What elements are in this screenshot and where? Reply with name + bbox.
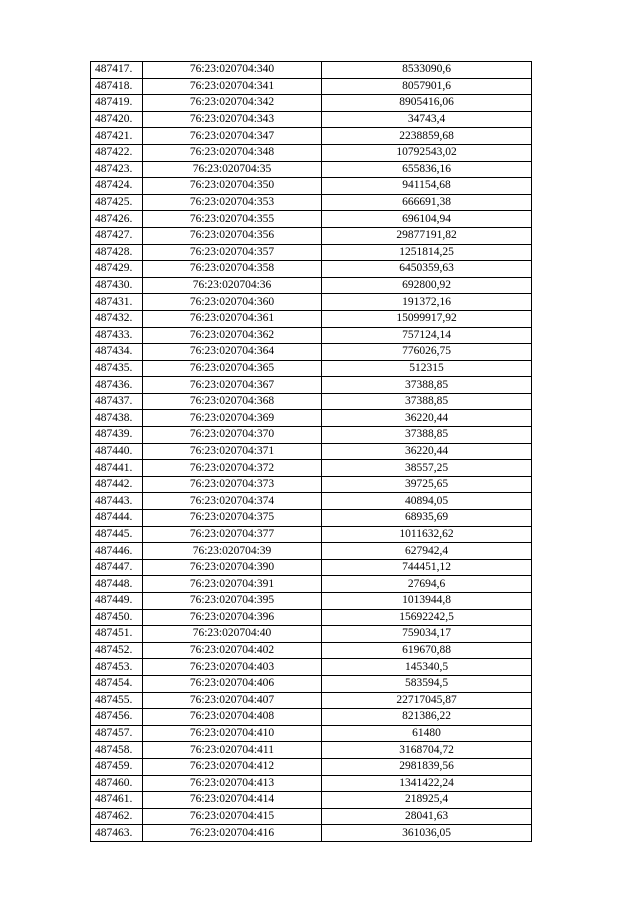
value-cell: 191372,16 bbox=[322, 294, 532, 311]
cadastral-number-cell: 76:23:020704:406 bbox=[143, 675, 322, 692]
value-cell: 61480 bbox=[322, 725, 532, 742]
cadastral-number-cell: 76:23:020704:413 bbox=[143, 775, 322, 792]
table-row bbox=[91, 543, 532, 560]
value-cell: 512315 bbox=[322, 360, 532, 377]
value-cell: 776026,75 bbox=[322, 344, 532, 361]
value-cell: 22717045,87 bbox=[322, 692, 532, 709]
table-row bbox=[91, 95, 532, 112]
value-cell: 37388,85 bbox=[322, 427, 532, 444]
cadastral-number-cell: 76:23:020704:375 bbox=[143, 510, 322, 527]
row-number-cell: 487461. bbox=[91, 792, 143, 809]
table-row bbox=[91, 493, 532, 510]
table-row bbox=[91, 327, 532, 344]
value-cell: 15099917,92 bbox=[322, 310, 532, 327]
value-cell: 759034,17 bbox=[322, 626, 532, 643]
cadastral-number-cell: 76:23:020704:355 bbox=[143, 211, 322, 228]
table-row bbox=[91, 443, 532, 460]
row-number-cell: 487437. bbox=[91, 393, 143, 410]
cadastral-number-cell: 76:23:020704:350 bbox=[143, 178, 322, 195]
value-cell: 37388,85 bbox=[322, 377, 532, 394]
value-cell: 40894,05 bbox=[322, 493, 532, 510]
table-row bbox=[91, 460, 532, 477]
row-number-cell: 487443. bbox=[91, 493, 143, 510]
cadastral-number-cell: 76:23:020704:414 bbox=[143, 792, 322, 809]
table-row bbox=[91, 178, 532, 195]
cadastral-number-cell: 76:23:020704:371 bbox=[143, 443, 322, 460]
table-row bbox=[91, 377, 532, 394]
cadastral-number-cell: 76:23:020704:368 bbox=[143, 393, 322, 410]
row-number-cell: 487442. bbox=[91, 476, 143, 493]
cadastral-number-cell: 76:23:020704:362 bbox=[143, 327, 322, 344]
cadastral-number-cell: 76:23:020704:377 bbox=[143, 526, 322, 543]
cadastral-number-cell: 76:23:020704:370 bbox=[143, 427, 322, 444]
value-cell: 619670,88 bbox=[322, 642, 532, 659]
value-cell: 38557,25 bbox=[322, 460, 532, 477]
row-number-cell: 487427. bbox=[91, 227, 143, 244]
cadastral-number-cell: 76:23:020704:402 bbox=[143, 642, 322, 659]
value-cell: 29877191,82 bbox=[322, 227, 532, 244]
cadastral-number-cell: 76:23:020704:348 bbox=[143, 144, 322, 161]
value-cell: 15692242,5 bbox=[322, 609, 532, 626]
value-cell: 2981839,56 bbox=[322, 758, 532, 775]
value-cell: 361036,05 bbox=[322, 825, 532, 842]
table-row bbox=[91, 427, 532, 444]
cadastral-number-cell: 76:23:020704:347 bbox=[143, 128, 322, 145]
row-number-cell: 487457. bbox=[91, 725, 143, 742]
table-row bbox=[91, 642, 532, 659]
row-number-cell: 487447. bbox=[91, 559, 143, 576]
value-cell: 8533090,6 bbox=[322, 62, 532, 79]
cadastral-number-cell: 76:23:020704:340 bbox=[143, 62, 322, 79]
cadastral-number-cell: 76:23:020704:360 bbox=[143, 294, 322, 311]
row-number-cell: 487450. bbox=[91, 609, 143, 626]
value-cell: 696104,94 bbox=[322, 211, 532, 228]
value-cell: 36220,44 bbox=[322, 443, 532, 460]
table-row bbox=[91, 244, 532, 261]
value-cell: 36220,44 bbox=[322, 410, 532, 427]
value-cell: 583594,5 bbox=[322, 675, 532, 692]
value-cell: 692800,92 bbox=[322, 277, 532, 294]
table-body bbox=[91, 62, 532, 842]
row-number-cell: 487431. bbox=[91, 294, 143, 311]
table-row bbox=[91, 559, 532, 576]
value-cell: 6450359,63 bbox=[322, 261, 532, 278]
table-row bbox=[91, 510, 532, 527]
table-row bbox=[91, 758, 532, 775]
table-row bbox=[91, 675, 532, 692]
row-number-cell: 487428. bbox=[91, 244, 143, 261]
cadastral-number-cell: 76:23:020704:40 bbox=[143, 626, 322, 643]
table-row bbox=[91, 808, 532, 825]
value-cell: 1011632,62 bbox=[322, 526, 532, 543]
row-number-cell: 487429. bbox=[91, 261, 143, 278]
value-cell: 627942,4 bbox=[322, 543, 532, 560]
cadastral-number-cell: 76:23:020704:35 bbox=[143, 161, 322, 178]
row-number-cell: 487435. bbox=[91, 360, 143, 377]
cadastral-number-cell: 76:23:020704:416 bbox=[143, 825, 322, 842]
cadastral-number-cell: 76:23:020704:358 bbox=[143, 261, 322, 278]
table-row bbox=[91, 526, 532, 543]
cadastral-number-cell: 76:23:020704:353 bbox=[143, 194, 322, 211]
table-row bbox=[91, 194, 532, 211]
value-cell: 218925,4 bbox=[322, 792, 532, 809]
table-row bbox=[91, 792, 532, 809]
row-number-cell: 487426. bbox=[91, 211, 143, 228]
row-number-cell: 487445. bbox=[91, 526, 143, 543]
table-row bbox=[91, 576, 532, 593]
cadastral-number-cell: 76:23:020704:408 bbox=[143, 709, 322, 726]
cadastral-number-cell: 76:23:020704:36 bbox=[143, 277, 322, 294]
table-row bbox=[91, 725, 532, 742]
table-row bbox=[91, 692, 532, 709]
cadastral-number-cell: 76:23:020704:365 bbox=[143, 360, 322, 377]
table-row bbox=[91, 211, 532, 228]
table-row bbox=[91, 294, 532, 311]
row-number-cell: 487420. bbox=[91, 111, 143, 128]
cadastral-number-cell: 76:23:020704:374 bbox=[143, 493, 322, 510]
row-number-cell: 487449. bbox=[91, 593, 143, 610]
value-cell: 2238859,68 bbox=[322, 128, 532, 145]
table-row bbox=[91, 775, 532, 792]
cadastral-number-cell: 76:23:020704:396 bbox=[143, 609, 322, 626]
row-number-cell: 487433. bbox=[91, 327, 143, 344]
table-row bbox=[91, 161, 532, 178]
row-number-cell: 487425. bbox=[91, 194, 143, 211]
row-number-cell: 487451. bbox=[91, 626, 143, 643]
row-number-cell: 487458. bbox=[91, 742, 143, 759]
table-row bbox=[91, 111, 532, 128]
value-cell: 145340,5 bbox=[322, 659, 532, 676]
value-cell: 27694,6 bbox=[322, 576, 532, 593]
row-number-cell: 487448. bbox=[91, 576, 143, 593]
cadastral-number-cell: 76:23:020704:415 bbox=[143, 808, 322, 825]
cadastral-number-cell: 76:23:020704:372 bbox=[143, 460, 322, 477]
value-cell: 3168704,72 bbox=[322, 742, 532, 759]
table-row bbox=[91, 593, 532, 610]
table-row bbox=[91, 344, 532, 361]
value-cell: 68935,69 bbox=[322, 510, 532, 527]
row-number-cell: 487421. bbox=[91, 128, 143, 145]
value-cell: 1251814,25 bbox=[322, 244, 532, 261]
value-cell: 10792543,02 bbox=[322, 144, 532, 161]
value-cell: 821386,22 bbox=[322, 709, 532, 726]
row-number-cell: 487444. bbox=[91, 510, 143, 527]
row-number-cell: 487440. bbox=[91, 443, 143, 460]
row-number-cell: 487462. bbox=[91, 808, 143, 825]
value-cell: 28041,63 bbox=[322, 808, 532, 825]
row-number-cell: 487460. bbox=[91, 775, 143, 792]
table-row bbox=[91, 476, 532, 493]
row-number-cell: 487423. bbox=[91, 161, 143, 178]
row-number-cell: 487436. bbox=[91, 377, 143, 394]
cadastral-number-cell: 76:23:020704:403 bbox=[143, 659, 322, 676]
value-cell: 666691,38 bbox=[322, 194, 532, 211]
table-row bbox=[91, 128, 532, 145]
cadastral-number-cell: 76:23:020704:39 bbox=[143, 543, 322, 560]
cadastral-number-cell: 76:23:020704:407 bbox=[143, 692, 322, 709]
cadastral-number-cell: 76:23:020704:410 bbox=[143, 725, 322, 742]
cadastral-number-cell: 76:23:020704:361 bbox=[143, 310, 322, 327]
table-row bbox=[91, 227, 532, 244]
row-number-cell: 487453. bbox=[91, 659, 143, 676]
table-row bbox=[91, 659, 532, 676]
value-cell: 941154,68 bbox=[322, 178, 532, 195]
value-cell: 744451,12 bbox=[322, 559, 532, 576]
table-row bbox=[91, 277, 532, 294]
cadastral-number-cell: 76:23:020704:364 bbox=[143, 344, 322, 361]
value-cell: 1341422,24 bbox=[322, 775, 532, 792]
row-number-cell: 487419. bbox=[91, 95, 143, 112]
cadastral-number-cell: 76:23:020704:343 bbox=[143, 111, 322, 128]
value-cell: 1013944,8 bbox=[322, 593, 532, 610]
row-number-cell: 487441. bbox=[91, 460, 143, 477]
table-row bbox=[91, 609, 532, 626]
row-number-cell: 487432. bbox=[91, 310, 143, 327]
table-row bbox=[91, 393, 532, 410]
cadastral-value-table bbox=[90, 61, 532, 842]
table-row bbox=[91, 78, 532, 95]
row-number-cell: 487422. bbox=[91, 144, 143, 161]
cadastral-number-cell: 76:23:020704:395 bbox=[143, 593, 322, 610]
value-cell: 8905416,06 bbox=[322, 95, 532, 112]
value-cell: 39725,65 bbox=[322, 476, 532, 493]
row-number-cell: 487418. bbox=[91, 78, 143, 95]
table-row bbox=[91, 410, 532, 427]
cadastral-number-cell: 76:23:020704:373 bbox=[143, 476, 322, 493]
value-cell: 37388,85 bbox=[322, 393, 532, 410]
table-row bbox=[91, 310, 532, 327]
row-number-cell: 487452. bbox=[91, 642, 143, 659]
cadastral-number-cell: 76:23:020704:411 bbox=[143, 742, 322, 759]
table-row bbox=[91, 825, 532, 842]
table-row bbox=[91, 709, 532, 726]
table-row bbox=[91, 261, 532, 278]
row-number-cell: 487438. bbox=[91, 410, 143, 427]
table-row bbox=[91, 626, 532, 643]
cadastral-number-cell: 76:23:020704:369 bbox=[143, 410, 322, 427]
row-number-cell: 487446. bbox=[91, 543, 143, 560]
row-number-cell: 487463. bbox=[91, 825, 143, 842]
cadastral-number-cell: 76:23:020704:391 bbox=[143, 576, 322, 593]
cadastral-number-cell: 76:23:020704:367 bbox=[143, 377, 322, 394]
row-number-cell: 487456. bbox=[91, 709, 143, 726]
table-row bbox=[91, 144, 532, 161]
table-row bbox=[91, 742, 532, 759]
cadastral-number-cell: 76:23:020704:356 bbox=[143, 227, 322, 244]
table-row bbox=[91, 360, 532, 377]
cadastral-number-cell: 76:23:020704:412 bbox=[143, 758, 322, 775]
row-number-cell: 487455. bbox=[91, 692, 143, 709]
row-number-cell: 487459. bbox=[91, 758, 143, 775]
row-number-cell: 487430. bbox=[91, 277, 143, 294]
row-number-cell: 487424. bbox=[91, 178, 143, 195]
cadastral-number-cell: 76:23:020704:390 bbox=[143, 559, 322, 576]
value-cell: 8057901,6 bbox=[322, 78, 532, 95]
row-number-cell: 487454. bbox=[91, 675, 143, 692]
value-cell: 655836,16 bbox=[322, 161, 532, 178]
value-cell: 34743,4 bbox=[322, 111, 532, 128]
cadastral-number-cell: 76:23:020704:341 bbox=[143, 78, 322, 95]
row-number-cell: 487434. bbox=[91, 344, 143, 361]
row-number-cell: 487439. bbox=[91, 427, 143, 444]
table-row bbox=[91, 62, 532, 79]
cadastral-number-cell: 76:23:020704:357 bbox=[143, 244, 322, 261]
value-cell: 757124,14 bbox=[322, 327, 532, 344]
row-number-cell: 487417. bbox=[91, 62, 143, 79]
cadastral-number-cell: 76:23:020704:342 bbox=[143, 95, 322, 112]
